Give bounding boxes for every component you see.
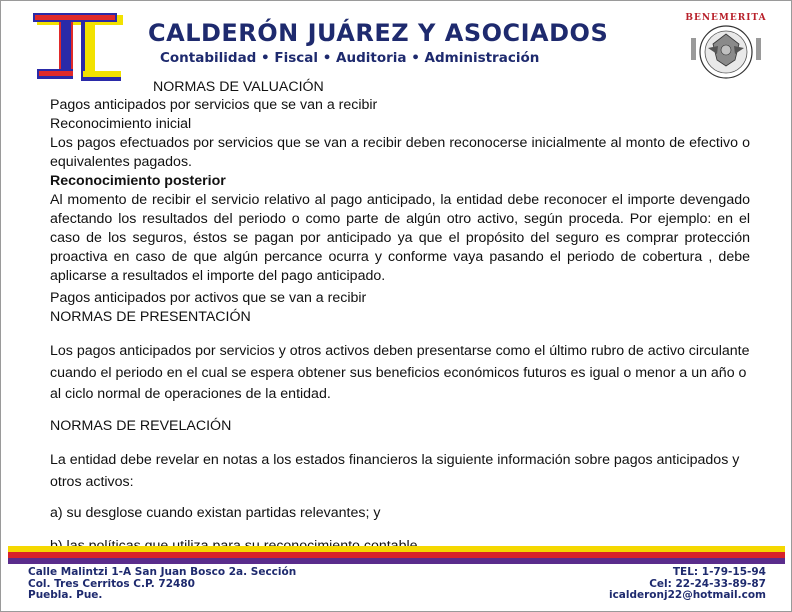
line-pagos-activos: Pagos anticipados por activos que se van a recibir (50, 290, 367, 306)
footer-address-line-3: Puebla. Pue. (28, 589, 103, 601)
firm-name: CALDERÓN JUÁREZ Y ASOCIADOS (148, 19, 609, 47)
list-item-a: a) su desglose cuando existan partidas relevantes; y (50, 505, 381, 521)
svg-text:BENEMERITA: BENEMERITA (685, 13, 767, 23)
firm-logo-icon (33, 13, 125, 81)
title-normas-revelacion: NORMAS DE REVELACIÓN (50, 418, 232, 434)
footer-address-line-1: Calle Malintzi 1-A San Juan Bosco 2a. Sección (28, 566, 297, 578)
footer-address (28, 567, 296, 602)
title-normas-presentacion: NORMAS DE PRESENTACIÓN (50, 309, 251, 325)
paragraph-reconocimiento-inicial: Los pagos efectuados por servicios que se van a recibir deben reconocerse inicialmente al monto de efectivo o equivalentes pagados. (50, 135, 750, 170)
heading-reconocimiento-posterior: Reconocimiento posterior (50, 173, 226, 189)
university-seal-icon (673, 8, 779, 84)
paragraph-reconocimiento-posterior: Al momento de recibir el servicio relativo al pago anticipado, la entidad debe reconocer el importe devengado afectando los resultados del periodo o como parte de algún otro activo, según proceda. Por ejemplo: en el caso de los seguros, éstos se pagan por anticipado ya que el propósito del seguro es comprar protección proactiva en caso de que algún percance ocurra y conforme vaya pasando el periodo de cobertura , debe aplicarse a resultados el importe del pago anticipado. (50, 192, 750, 284)
footer-email: icalderonj22@hotmail.com (608, 589, 766, 601)
footer-bar-purple (8, 558, 785, 564)
footer-tel: TEL: 1-79-15-94 (672, 566, 766, 578)
footer-cel: Cel: 22-24-33-89-87 (649, 577, 766, 590)
footer-address-line-2: Col. Tres Cerritos C.P. 72480 (28, 577, 195, 590)
paragraph-presentacion: Los pagos anticipados por servicios y otros activos deben presentarse como el último rubro de activo circulante cuando el periodo en el cual se espera obtener sus beneficios económicos futuros es igual o menor a un año o al ciclo normal de operaciones de la entidad. (50, 343, 750, 402)
footer-contact (609, 567, 766, 602)
title-normas-valuacion: NORMAS DE VALUACIÓN (153, 79, 324, 95)
paragraph-revelacion: La entidad debe revelar en notas a los estados financieros la siguiente información sobre pagos anticipados y otros activos: (50, 452, 740, 490)
firm-tagline: Contabilidad • Fiscal • Auditoria • Administración (160, 50, 540, 66)
line-pagos-servicios: Pagos anticipados por servicios que se van a recibir (50, 97, 378, 113)
line-reconocimiento-inicial: Reconocimiento inicial (50, 116, 192, 132)
